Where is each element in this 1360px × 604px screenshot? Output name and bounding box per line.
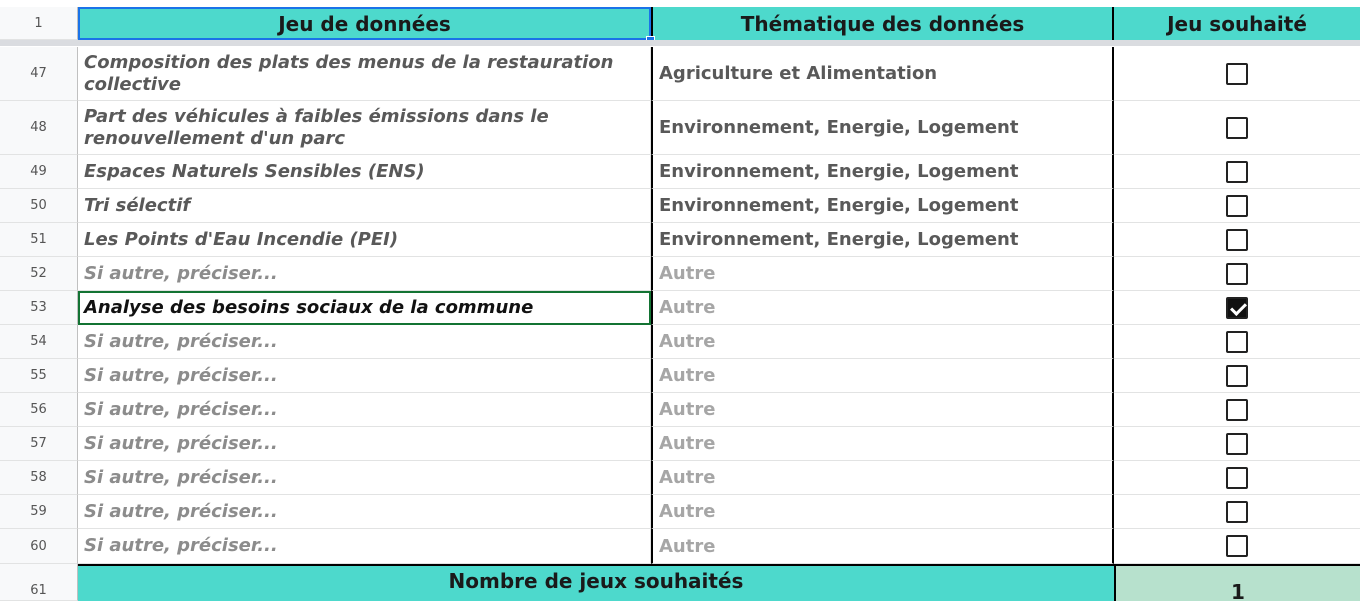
row-number[interactable]	[0, 393, 78, 427]
wanted-cell	[1114, 427, 1360, 461]
theme-value: Autre	[659, 467, 716, 488]
row-number-label: 58	[30, 470, 47, 485]
row-number-label: 51	[30, 232, 47, 247]
row-number-label: 49	[30, 164, 47, 179]
theme-value: Autre	[659, 365, 716, 386]
dataset-name-cell[interactable]	[78, 47, 651, 101]
row-number-label: 60	[30, 538, 47, 554]
dataset-name: Si autre, préciser...	[84, 432, 278, 454]
footer-count-cell[interactable]	[1114, 564, 1360, 604]
theme-value: Autre	[659, 263, 716, 284]
dataset-name-cell[interactable]	[78, 393, 651, 427]
dataset-name: Si autre, préciser...	[84, 330, 278, 352]
wanted-cell	[1114, 257, 1360, 291]
row-number-label: 59	[30, 504, 47, 519]
dataset-name-cell[interactable]	[78, 155, 651, 189]
dataset-name: Composition des plats des menus de la restauration collective	[84, 51, 614, 95]
theme-value: Environnement, Energie, Logement	[659, 161, 1019, 182]
wanted-cell	[1114, 155, 1360, 189]
wanted-cell	[1114, 359, 1360, 393]
dataset-name-cell[interactable]	[78, 101, 651, 155]
wanted-cell	[1114, 393, 1360, 427]
wanted-cell	[1114, 461, 1360, 495]
row-number-label: 56	[30, 402, 47, 417]
column-header-dataset-label: Jeu de données	[278, 11, 451, 36]
row-number-label: 53	[30, 300, 47, 315]
dataset-name: Espaces Naturels Sensibles (ENS)	[84, 160, 425, 182]
wanted-cell	[1114, 529, 1360, 564]
column-header-theme[interactable]	[651, 7, 1114, 40]
footer-label: Nombre de jeux souhaités	[448, 569, 744, 593]
column-header-theme-label: Thématique des données	[740, 11, 1025, 36]
theme-cell[interactable]	[651, 427, 1114, 461]
dataset-name: Si autre, préciser...	[84, 535, 278, 556]
theme-cell[interactable]	[651, 101, 1114, 155]
checkbox[interactable]	[1226, 399, 1248, 421]
checkbox[interactable]	[1226, 229, 1248, 251]
theme-cell[interactable]	[651, 529, 1114, 564]
row-number[interactable]	[0, 101, 78, 155]
row-number-label: 54	[30, 334, 47, 349]
dataset-name: Part des véhicules à faibles émissions dans le renouvellement d'un parc	[84, 105, 549, 149]
frozen-rows-divider[interactable]	[0, 40, 1360, 46]
checkbox[interactable]	[1226, 535, 1248, 557]
row-number[interactable]	[0, 529, 78, 564]
checkbox-checked[interactable]	[1226, 297, 1248, 319]
theme-value: Environnement, Energie, Logement	[659, 229, 1019, 250]
column-header-wanted-label: Jeu souhaité	[1167, 11, 1307, 36]
row-number[interactable]	[0, 155, 78, 189]
footer-label-cell[interactable]	[78, 564, 1114, 601]
theme-value: Autre	[659, 297, 716, 318]
wanted-cell	[1114, 101, 1360, 155]
theme-cell[interactable]	[651, 189, 1114, 223]
theme-value: Autre	[659, 433, 716, 454]
theme-value: Autre	[659, 535, 716, 557]
checkbox[interactable]	[1226, 331, 1248, 353]
wanted-cell	[1114, 223, 1360, 257]
column-header-wanted[interactable]	[1114, 7, 1360, 40]
theme-cell[interactable]	[651, 325, 1114, 359]
row-number-label: 55	[30, 368, 47, 383]
row-number[interactable]	[0, 495, 78, 529]
row-number-label: 61	[30, 583, 47, 598]
theme-cell[interactable]	[651, 257, 1114, 291]
wanted-cell	[1114, 47, 1360, 101]
dataset-name: Si autre, préciser...	[84, 262, 278, 284]
theme-cell[interactable]	[651, 359, 1114, 393]
checkbox[interactable]	[1226, 117, 1248, 139]
wanted-cell	[1114, 325, 1360, 359]
row-number-label: 50	[30, 198, 47, 213]
row-number-label: 48	[30, 120, 47, 135]
theme-value: Autre	[659, 331, 716, 352]
theme-value: Autre	[659, 399, 716, 420]
row-number[interactable]	[0, 461, 78, 495]
row-number-header[interactable]	[0, 7, 78, 40]
theme-value: Autre	[659, 501, 716, 522]
row-number[interactable]	[0, 291, 78, 325]
theme-value: Agriculture et Alimentation	[659, 63, 938, 84]
checkbox[interactable]	[1226, 263, 1248, 285]
theme-cell[interactable]	[651, 393, 1114, 427]
row-number-label: 52	[30, 266, 47, 281]
dataset-name: Si autre, préciser...	[84, 466, 278, 488]
column-header-dataset[interactable]	[78, 7, 651, 40]
theme-value: Environnement, Energie, Logement	[659, 195, 1019, 216]
dataset-name-cell[interactable]	[78, 223, 651, 257]
checkbox[interactable]	[1226, 467, 1248, 489]
row-number[interactable]	[0, 427, 78, 461]
theme-cell[interactable]	[651, 495, 1114, 529]
dataset-name: Tri sélectif	[84, 194, 191, 216]
checkbox[interactable]	[1226, 63, 1248, 85]
theme-cell[interactable]	[651, 155, 1114, 189]
wanted-cell	[1114, 291, 1360, 325]
dataset-name-cell[interactable]	[78, 257, 651, 291]
dataset-name-cell[interactable]	[78, 359, 651, 393]
checkbox[interactable]	[1226, 501, 1248, 523]
dataset-name-cell[interactable]	[78, 461, 651, 495]
wanted-cell	[1114, 189, 1360, 223]
theme-cell[interactable]	[651, 461, 1114, 495]
wanted-cell	[1114, 495, 1360, 529]
theme-cell[interactable]	[651, 47, 1114, 101]
theme-cell[interactable]	[651, 291, 1114, 325]
dataset-name-cell[interactable]	[78, 427, 651, 461]
checkbox[interactable]	[1226, 433, 1248, 455]
checkbox[interactable]	[1226, 195, 1248, 217]
dataset-name-cell[interactable]	[78, 529, 651, 564]
dataset-name: Analyse des besoins sociaux de la commune	[84, 296, 534, 318]
dataset-name: Si autre, préciser...	[84, 500, 278, 522]
row-number[interactable]	[0, 325, 78, 359]
theme-cell[interactable]	[651, 223, 1114, 257]
checkbox[interactable]	[1226, 161, 1248, 183]
dataset-name-cell[interactable]	[78, 495, 651, 529]
row-number-label: 47	[30, 66, 47, 81]
row-number-label: 57	[30, 436, 47, 451]
dataset-name: Si autre, préciser...	[84, 364, 278, 386]
row-number[interactable]	[0, 189, 78, 223]
dataset-name: Si autre, préciser...	[84, 398, 278, 420]
row-number[interactable]	[0, 47, 78, 101]
row-number-footer[interactable]	[0, 564, 78, 601]
theme-value: Environnement, Energie, Logement	[659, 117, 1019, 138]
row-number[interactable]	[0, 223, 78, 257]
checkbox[interactable]	[1226, 365, 1248, 387]
row-number[interactable]	[0, 257, 78, 291]
dataset-name: Les Points d'Eau Incendie (PEI)	[84, 228, 399, 250]
row-number-label: 1	[34, 15, 43, 31]
footer-count: 1	[1231, 580, 1245, 604]
dataset-name-cell[interactable]	[78, 291, 651, 325]
row-number[interactable]	[0, 359, 78, 393]
dataset-name-cell[interactable]	[78, 325, 651, 359]
dataset-name-cell[interactable]	[78, 189, 651, 223]
